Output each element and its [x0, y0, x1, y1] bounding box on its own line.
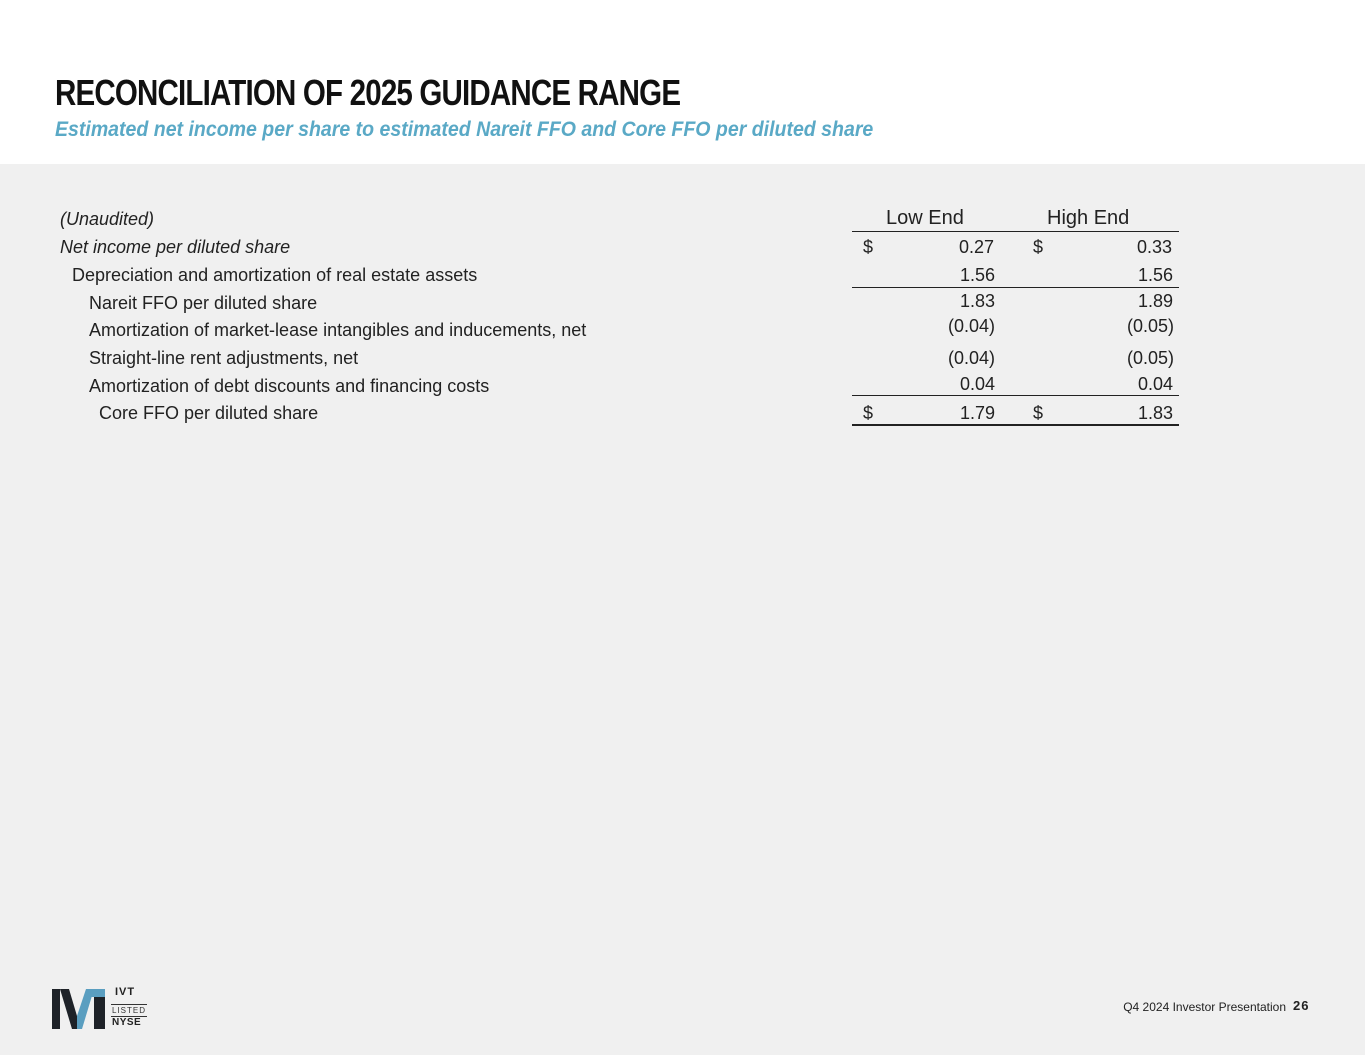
row-value-low: 1.56	[959, 265, 995, 285]
row-label-nareit-ffo: Nareit FFO per diluted share	[89, 293, 318, 313]
double-total-rule	[852, 424, 1179, 426]
row-value-low: 0.04	[959, 374, 995, 394]
unaudited-label: (Unaudited)	[60, 209, 155, 229]
row-label-core-ffo: Core FFO per diluted share	[99, 403, 319, 423]
row-label-debt-discounts: Amortization of debt discounts and financing costs	[89, 376, 490, 396]
logo-ticker: IVT	[115, 986, 136, 998]
row-label-straight-line-rent: Straight-line rent adjustments, net	[89, 348, 359, 368]
currency-symbol: $	[1033, 237, 1044, 257]
logo-listed: LISTED	[112, 1006, 147, 1015]
row-value-high: 0.33	[1136, 237, 1172, 257]
row-value-low: 0.27	[958, 237, 994, 257]
row-value-low: (0.04)	[947, 348, 995, 368]
currency-symbol: $	[863, 403, 874, 423]
subtotal-rule	[852, 287, 1179, 288]
reconciliation-table	[0, 0, 1365, 440]
currency-symbol: $	[863, 237, 874, 257]
row-value-high: (0.05)	[1126, 316, 1174, 336]
row-value-high: (0.05)	[1126, 348, 1174, 368]
column-header-high-end: High End	[1047, 207, 1130, 229]
row-label-depreciation: Depreciation and amortization of real estate assets	[72, 265, 478, 285]
footer-presentation-title: Q4 2024 Investor Presentation	[1123, 1000, 1286, 1014]
row-value-high: 1.83	[1137, 403, 1173, 423]
page-number: 26	[1293, 998, 1310, 1013]
row-value-high: 1.89	[1137, 291, 1173, 311]
currency-symbol: $	[1033, 403, 1044, 423]
row-value-high: 0.04	[1137, 374, 1173, 394]
row-value-low: 1.79	[959, 403, 995, 423]
page-subtitle: Estimated net income per share to estimated Nareit FFO and Core FFO per diluted share	[55, 118, 874, 141]
row-label-market-lease-amortization: Amortization of market-lease intangibles and inducements, net	[89, 320, 587, 340]
total-rule	[852, 395, 1179, 396]
page-title: RECONCILIATION OF 2025 GUIDANCE RANGE	[55, 72, 681, 113]
row-value-low: 1.83	[959, 291, 995, 311]
row-value-high: 1.56	[1137, 265, 1173, 285]
row-value-low: (0.04)	[947, 316, 995, 336]
logo-exchange: NYSE	[112, 1017, 142, 1028]
column-header-low-end: Low End	[886, 207, 964, 229]
row-label-net-income: Net income per diluted share	[60, 237, 291, 257]
header-rule	[852, 231, 1179, 232]
